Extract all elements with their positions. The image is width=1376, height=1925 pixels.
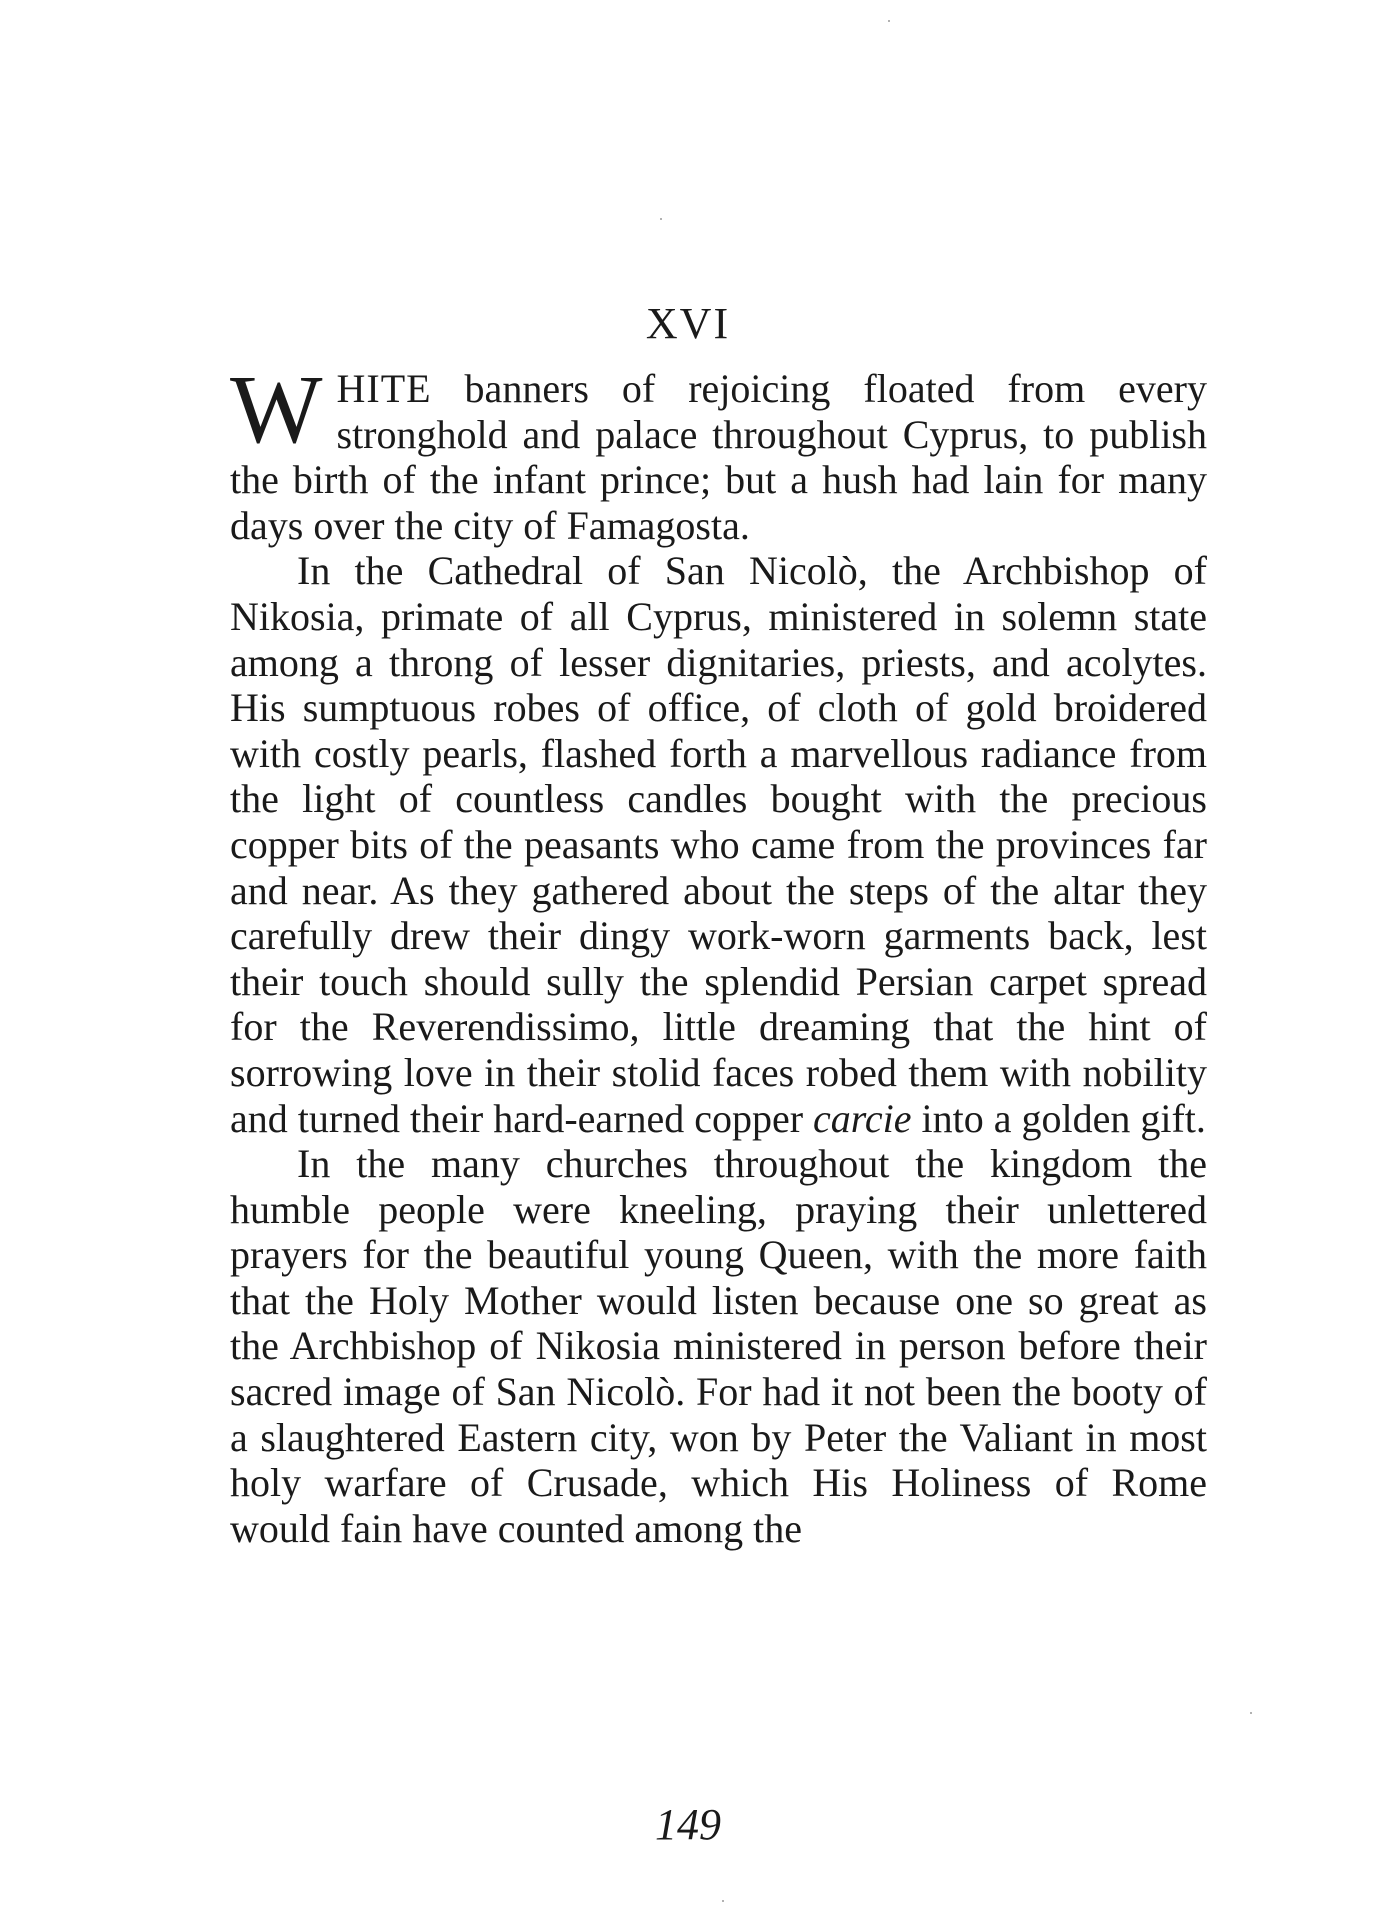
paragraph-1 [230,356,1207,548]
body-text [230,356,1207,1551]
drop-cap-letter: W [230,356,323,464]
paragraph-3-text: In the many churches throughout the kingdom the humble people were kneeling, praying their unlettered prayers for the beautiful young Queen, with the more faith that the Holy Mother would listen because one so great as the Archbishop of Nikosia ministered in person before their sacred image of San Nicolò. For had it not been the booty of a slaughtered Eastern city, won by Peter the Valiant in most holy warfare of Crusade, which His Holiness of Rome would fain have counted among the [230,1141,1207,1551]
paper-speck [1250,1712,1252,1714]
page-number: 149 [655,1800,721,1849]
lead-capitals: HITE [336,366,432,411]
paper-speck [722,1900,724,1902]
paragraph-3 [230,1141,1207,1551]
paper-speck [888,20,890,22]
paragraph-2 [230,548,1207,1141]
paragraph-2-text-start: In the Cathedral of San Nicolò, the Archbishop of Nikosia, primate of all Cyprus, ministered in solemn state among a throng of lesser dignitaries, priests, and acolytes. His sumptuous robes of office, of cloth of gold broidered with costly pearls, flashed forth a marvellous radiance from the light of countless candles bought with the precious copper bits of the peasants who came from the provinces far and near. As they gathered about the steps of the altar they carefully drew their dingy work-worn garments back, lest their touch should sully the splendid Persian carpet spread for the Reverendissimo, little dreaming that the hint of sorrowing love in their stolid faces robed them with nobility and turned their hard-earned copper [230,548,1207,1141]
paragraph-1-text: banners of rejoicing floated from every stronghold and palace throughout Cyprus, to publish the birth of the infant prince; but a hush had lain for many days over the city of Famagosta. [230,366,1207,548]
paper-speck [660,218,662,220]
chapter-number: XVI [645,299,731,348]
italic-word: carcie [813,1095,912,1141]
paragraph-2-text-end: into a golden gift. [911,1095,1206,1141]
